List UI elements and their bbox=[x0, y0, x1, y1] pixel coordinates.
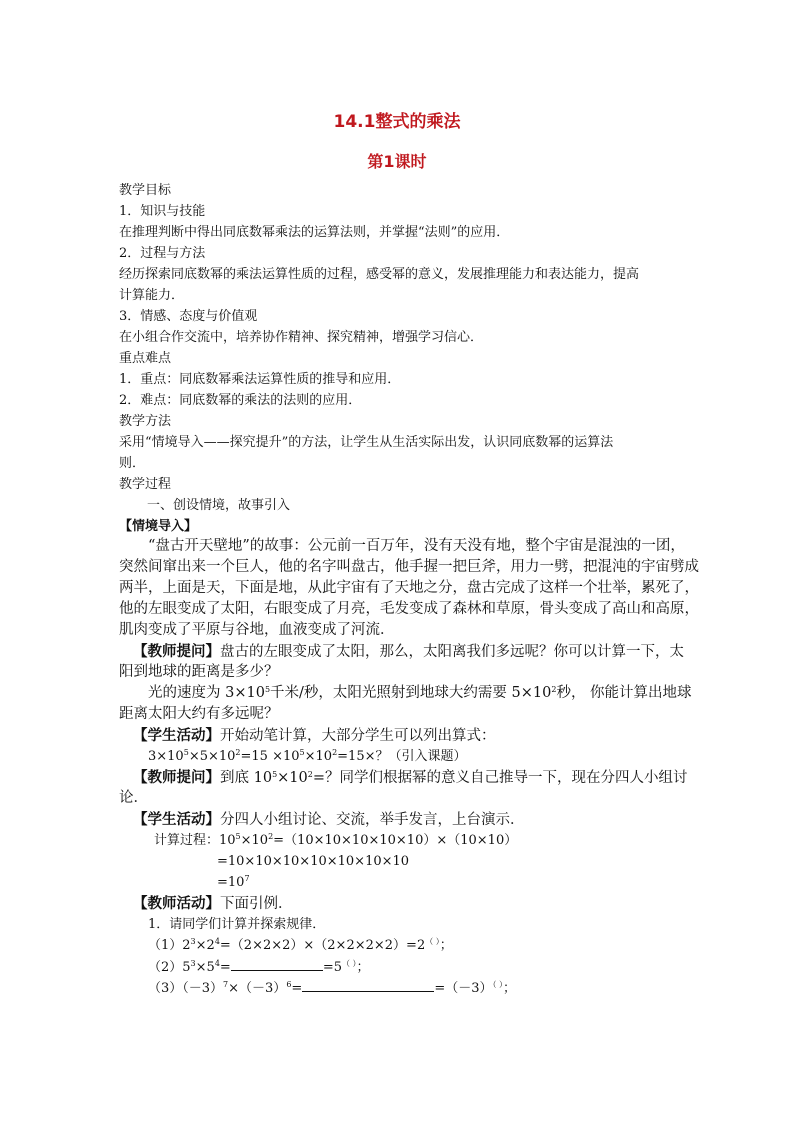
calc-line-3 bbox=[217, 874, 250, 891]
answer-blank[interactable]: （ ） bbox=[341, 959, 357, 968]
exercise-part: = bbox=[291, 981, 303, 996]
sup-exponent: 3 bbox=[190, 959, 196, 968]
exercise-part: = bbox=[219, 960, 231, 975]
story-line-3: 两半，上面是天，下面是地，从此宇宙有了天地之分，盘古完成了这样一个壮举，累死了， bbox=[119, 580, 699, 596]
calc-line-1 bbox=[154, 832, 517, 849]
light-text-c: 秒， 你能计算出地球 bbox=[556, 685, 692, 701]
knowledge-heading: 1．知识与技能 bbox=[119, 204, 206, 219]
formula-part: ×5×10 bbox=[188, 749, 236, 764]
light-speed-line-2: 距离太阳大约有多远呢？ bbox=[119, 706, 279, 722]
exercise-part: （1）2 bbox=[148, 938, 191, 953]
method-heading: 教学方法 bbox=[119, 414, 172, 429]
teacher-question-1-cont: 阳到地球的距离是多少？ bbox=[119, 664, 279, 680]
exercise-part: =（2×2×2）×（2×2×2×2）=2 bbox=[219, 938, 426, 953]
method-text-1: 采用“情境导入——探究提升”的方法，让学生从生活实际出发，认识同底数幂的运算法 bbox=[119, 435, 614, 450]
key-point-1: 1．重点：同底数幂乘法运算性质的推导和应用． bbox=[119, 372, 401, 387]
exercise-part: （2）5 bbox=[148, 960, 191, 975]
student-activity-text: 开始动笔计算，大部分学生可以列出算式： bbox=[220, 728, 496, 744]
exercise-part: ×（－3） bbox=[228, 981, 287, 996]
answer-blank[interactable]: （ ） bbox=[492, 980, 504, 989]
exercise-part: （3）（－3） bbox=[148, 981, 224, 996]
process-method-text-2: 计算能力． bbox=[119, 288, 185, 303]
knowledge-text: 在推理判断中得出同底数幂乘法的运算法则，并掌握“法则”的应用． bbox=[119, 225, 510, 240]
sup-exponent: 2 bbox=[307, 770, 313, 779]
page-title: 14.1整式的乘法 bbox=[333, 112, 461, 132]
story-line-5: 肌肉变成了平原与谷地，血液变成了河流． bbox=[119, 622, 395, 638]
exercise-part: ×2 bbox=[195, 938, 215, 953]
teacher-activity-tag: 【教师活动】 bbox=[133, 895, 220, 912]
sup-exponent: 5 bbox=[235, 832, 241, 841]
page-subtitle: 第1课时 bbox=[367, 152, 427, 171]
exercise-heading: 1．请同学们计算并探索规律． bbox=[148, 917, 326, 932]
calc-line-2: =10×10×10×10×10×10×10 bbox=[217, 854, 410, 869]
teacher-question-2 bbox=[133, 769, 688, 787]
exercise-part: ； bbox=[439, 938, 453, 953]
teacher-question-2-cont: 论． bbox=[119, 790, 148, 806]
sup-exponent: 7 bbox=[244, 874, 250, 883]
story-line-1: “盘古开天壁地”的故事：公元前一百万年，没有天没有地，整个宇宙是混浊的一团， bbox=[148, 538, 685, 554]
exercise-part: =5 bbox=[322, 960, 342, 975]
sup-exponent: 2 bbox=[551, 685, 557, 694]
sup-exponent: 3 bbox=[190, 937, 196, 946]
formula-part: 3×10 bbox=[148, 749, 184, 764]
formula-part: =15×？（引入课题） bbox=[337, 749, 467, 764]
exercise-part: =（－3） bbox=[434, 981, 493, 996]
answer-blank-line[interactable] bbox=[231, 958, 323, 971]
sup-exponent: 2 bbox=[268, 832, 274, 841]
light-speed-line bbox=[148, 685, 692, 702]
situation-intro-tag: 【情境导入】 bbox=[119, 519, 198, 534]
teacher-question-text: ×10 bbox=[277, 770, 308, 786]
answer-blank[interactable]: （ ） bbox=[425, 937, 440, 946]
story-line-2: 突然间窜出来一个巨人，他的名字叫盘古，他手握一把巨斧，用力一劈，把混沌的宇宙劈成 bbox=[119, 559, 699, 575]
exercise-part: ； bbox=[503, 981, 517, 996]
calc-part: =（10×10×10×10×10）×（10×10） bbox=[273, 833, 518, 848]
exercise-1 bbox=[148, 937, 453, 954]
sup-exponent: 4 bbox=[214, 937, 220, 946]
teacher-activity bbox=[133, 895, 293, 913]
process-heading: 教学过程 bbox=[119, 477, 172, 492]
objectives-heading: 教学目标 bbox=[119, 183, 172, 198]
calc-part: ×10 bbox=[240, 833, 269, 848]
sup-exponent: 5 bbox=[183, 748, 189, 757]
formula-line-1 bbox=[148, 748, 466, 765]
story-line-4: 他的左眼变成了太阳，右眼变成了月亮，毛发变成了森林和草原，骨头变成了高山和高原， bbox=[119, 601, 699, 617]
teacher-question-tag: 【教师提问】 bbox=[133, 643, 220, 660]
teacher-activity-text: 下面引例． bbox=[220, 896, 293, 912]
method-text-2: 则． bbox=[119, 456, 146, 471]
attitude-text: 在小组合作交流中，培养协作精神、探究精神，增强学习信心． bbox=[119, 330, 484, 345]
student-activity-2 bbox=[133, 811, 525, 829]
light-text-b: 千米/秒，太阳光照射到地球大约需要 5×10 bbox=[270, 685, 552, 701]
exercise-part: ×5 bbox=[195, 960, 215, 975]
sup-exponent: 7 bbox=[223, 980, 229, 989]
teacher-question-1 bbox=[133, 643, 684, 661]
exercise-2 bbox=[148, 958, 370, 976]
calc-part: 计算过程：10 bbox=[154, 833, 236, 848]
key-point-2: 2．难点：同底数幂的乘法的法则的应用． bbox=[119, 393, 362, 408]
student-activity-tag: 【学生活动】 bbox=[133, 727, 220, 744]
teacher-question-text: 盘古的左眼变成了太阳，那么，太阳离我们多远呢？你可以计算一下，太 bbox=[220, 644, 684, 660]
formula-part: =15 ×10 bbox=[240, 749, 300, 764]
sup-exponent: 2 bbox=[235, 748, 241, 757]
sup-exponent: 6 bbox=[286, 980, 292, 989]
teacher-question-tag: 【教师提问】 bbox=[133, 769, 220, 786]
process-method-text-1: 经历探索同底数幂的乘法运算性质的过程，感受幂的意义，发展推理能力和表达能力，提高 bbox=[119, 267, 640, 282]
formula-part: ×10 bbox=[304, 749, 333, 764]
answer-blank-line[interactable] bbox=[302, 979, 434, 992]
attitude-heading: 3．情感、态度与价值观 bbox=[119, 309, 258, 324]
sup-exponent: 5 bbox=[299, 748, 305, 757]
teacher-question-text: =？同学们根据幂的意义自己推导一下，现在分四人小组讨 bbox=[312, 770, 688, 786]
calc-part: =10 bbox=[217, 875, 245, 890]
teacher-question-text: 到底 10 bbox=[220, 770, 273, 786]
section-1-heading: 一、创设情境，故事引入 bbox=[147, 498, 291, 513]
student-activity-tag: 【学生活动】 bbox=[133, 811, 220, 828]
process-method-heading: 2．过程与方法 bbox=[119, 246, 206, 261]
student-activity-1 bbox=[133, 727, 496, 745]
sup-exponent: 5 bbox=[264, 685, 271, 694]
sup-exponent: 4 bbox=[214, 959, 220, 968]
exercise-3 bbox=[148, 979, 516, 997]
light-text-a: 光的速度为 3×10 bbox=[148, 685, 265, 701]
sup-exponent: 5 bbox=[272, 770, 278, 779]
sup-exponent: 2 bbox=[332, 748, 338, 757]
exercise-part: ； bbox=[356, 960, 370, 975]
student-activity-text: 分四人小组讨论、交流，举手发言，上台演示． bbox=[220, 812, 525, 828]
key-points-heading: 重点难点 bbox=[119, 351, 172, 366]
